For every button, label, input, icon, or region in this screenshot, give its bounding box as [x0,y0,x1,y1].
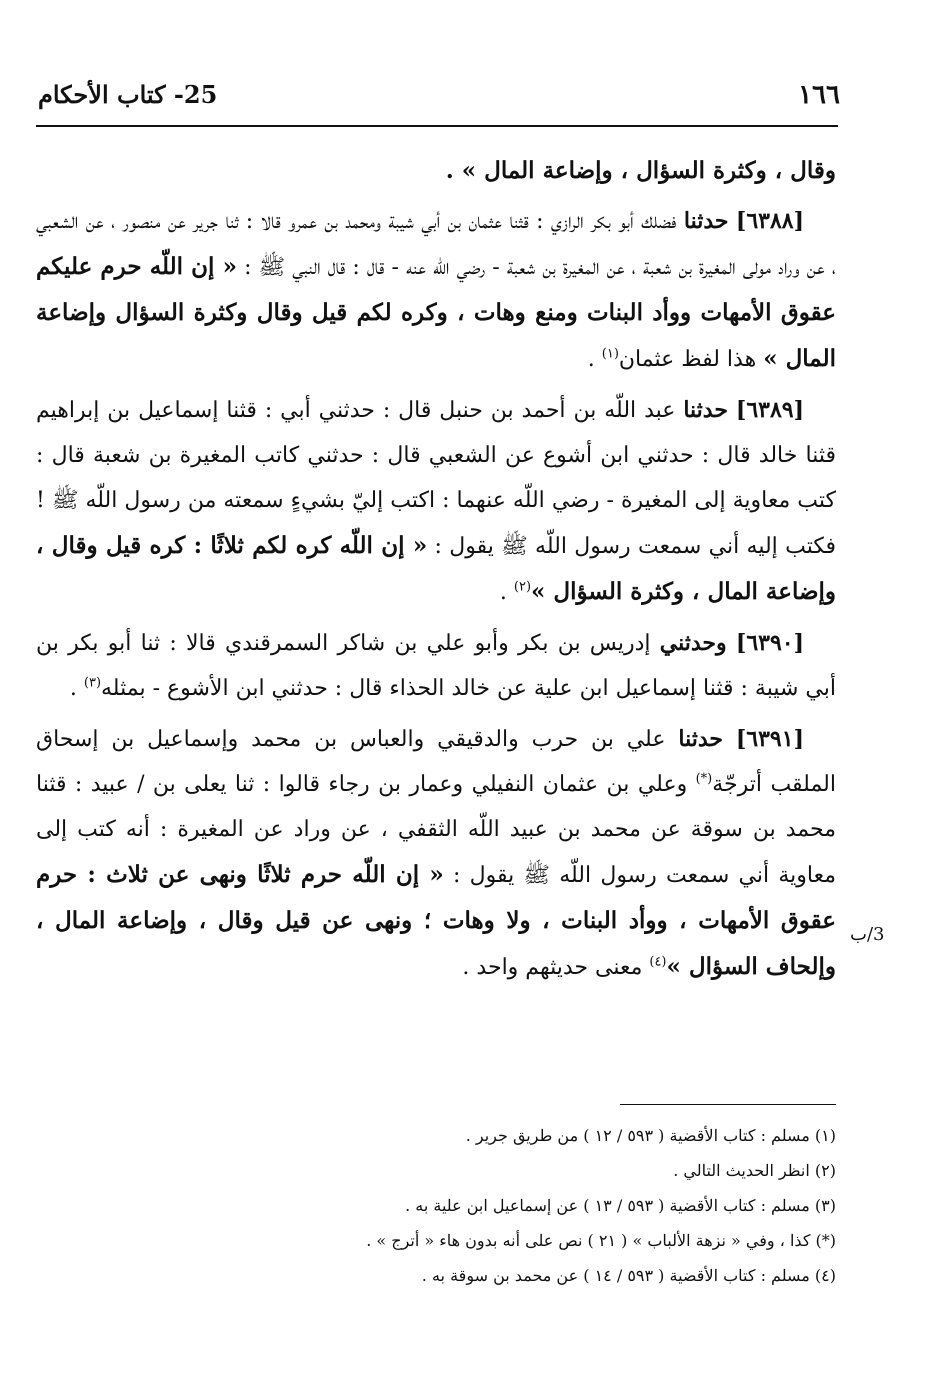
ending: . [69,676,77,701]
narration-verb: حدثنا [683,397,728,423]
paragraph-continuation [36,148,836,193]
hadith-6389 [36,388,836,615]
footnote-marker: (٣) [83,675,102,691]
isnad-text: عبد اللّه بن أحمد بن حنبل قال : حدثني أبي : قثنا إسماعيل بن إبراهيم قثنا خالد قال : حدثني ابن أشوع عن الشعبي قال : حدثني كاتب المغيرة بن شعبة قال : كتب معاوية إلى المغيرة - رضي اللّه عنهما : اكتب إليّ بشيءٍ سمعته من رسول اللّه ﷺ ! فكتب إليه أني سمعت رسول اللّه ﷺ يقول : [36,398,836,559]
isnad-text-continued: وعلي بن عثمان النفيلي وعمار بن رجاء قالوا : ثنا يعلى بن / عبيد : قثنا محمد بن سوقة عن محمد بن عبيد اللّه الثقفي ، عن وراد عن المغيرة : أنه كتب إلى معاوية أني سمعت رسول اللّه ﷺ يقول : [36,772,836,888]
footnote: (*) كذا ، وفي « نزهة الألباب » ( ٢١ ) نص على أنه بدون هاء « أترج » . [366,1231,836,1250]
page-number: ١٦٦ [798,80,840,110]
running-title: 25- كتاب الأحكام [38,80,218,109]
hadith-6390 [36,621,836,711]
continuation-text: وقال ، وكثرة السؤال ، وإضاعة المال » . [445,157,836,184]
footnote-marker: (٢) [513,579,532,595]
isnad-text: فضلك أبو بكر الرازي : قثنا عثمان بن أبي شيبة ومحمد بن عمرو قالا : ثنا جرير عن منصور ، عن الشعبي ، عن وراد مولى المغيرة بن شعبة ، عن المغيرة بن شعبة - رضي اللّه عنه - قال : قال النبي ﷺ : [36,209,837,280]
hadith-number: [٦٣٩١] [735,726,804,752]
footnote-rule [620,1104,836,1105]
isnad-text: علي بن حرب والدقيقي والعباس بن محمد وإسماعيل بن إسحاق الملقب أترجّة [36,727,836,797]
hadith-quote: « إن اللّه حرم ثلاثًا ونهى عن ثلاث : حرم عقوق الأمهات ، ووأد البنات ، ولا وهات ؛ ونهى عن قيل وقال ، وإضاعة المال ، وإلحاف السؤال » [36,861,836,980]
footnote-marker: (١) [601,346,619,362]
main-text [36,148,836,990]
footnotes [36,1118,836,1293]
hadith-6388 [36,199,836,382]
hadith-quote: « إن اللّه حرم عليكم عقوق الأمهات ووأد البنات ومنع وهات ، وكره لكم قيل وقال وكثرة السؤال وإضاعة المال » [36,253,836,372]
after-text: معنى حديثهم واحد [476,955,643,980]
hadith-number: [٦٣٨٩] [735,397,804,423]
hadith-quote: « إن اللّه كره لكم ثلاثًا : كره قيل وقال ، وإضاعة المال ، وكثرة السؤال » [36,532,836,605]
narration-verb: حدثنا [683,208,729,234]
isnad-text: إدريس بن بكر وأبو علي بن شاكر السمرقندي قالا : ثنا أبو بكر بن أبي شيبة : قثنا إسماعيل ابن علية عن خالد الحذاء قال : حدثني ابن الأشوع - بمثله [36,631,836,701]
footnote: (٢) انظر الحديث التالي . [673,1161,836,1180]
footnote: (٤) مسلم : كتاب الأقضية ( ٥٩٣ / ١٤ ) عن محمد بن سوقة به . [421,1266,836,1285]
footnote-marker: (*) [695,771,713,787]
manuscript-folio-note: 3/ب [850,924,885,945]
narration-verb: حدثنا [678,726,723,752]
ending: . [462,955,470,980]
hadith-number: [٦٣٩٠] [735,630,804,656]
ending: . [499,580,507,605]
header-rule [36,125,838,127]
footnote: (٣) مسلم : كتاب الأقضية ( ٥٩٣ / ١٣ ) عن إسماعيل ابن علية به . [405,1196,836,1215]
ending: . [587,347,595,372]
narration-verb: وحدثني [659,630,727,656]
footnote: (١) مسلم : كتاب الأقضية ( ٥٩٣ / ١٢ ) من طريق جرير . [465,1126,836,1145]
after-text: هذا لفظ عثمان [618,347,757,372]
footnote-marker: (٤) [649,954,667,970]
hadith-6391 [36,717,836,990]
hadith-number: [٦٣٨٨] [735,208,805,234]
